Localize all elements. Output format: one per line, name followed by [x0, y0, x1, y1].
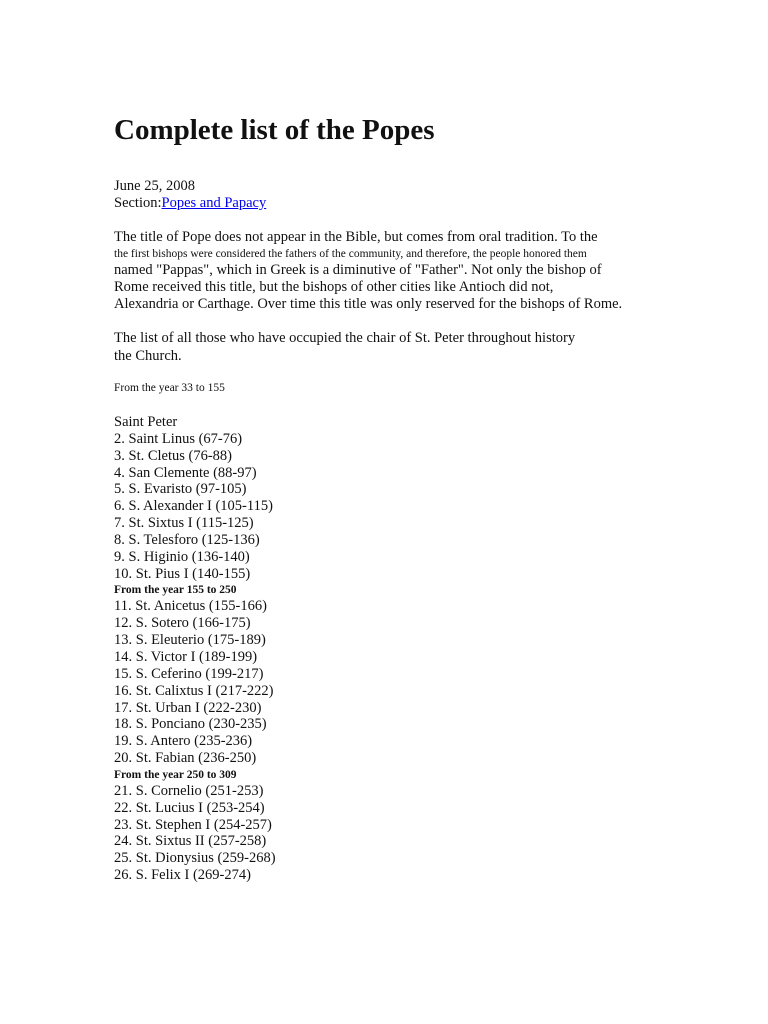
pope-list-item: 10. St. Pius I (140-155) — [114, 565, 251, 582]
list-intro-line: The list of all those who have occupied the chair of St. Peter throughout history — [114, 330, 576, 346]
pope-list-item: 26. S. Felix I (269-274) — [114, 867, 251, 884]
pope-list-item: 13. S. Eleuterio (175-189) — [114, 632, 266, 649]
page-title: Complete list of the Popes — [114, 114, 435, 146]
section-line — [114, 195, 266, 212]
list-intro-paragraph — [114, 330, 575, 365]
list-intro-line: the Church. — [114, 347, 182, 364]
intro-paragraph — [114, 229, 674, 313]
pope-list-item: 16. St. Calixtus I (217-222) — [114, 682, 274, 699]
pope-list-item: 25. St. Dionysius (259-268) — [114, 850, 276, 867]
intro-line: Rome received this title, but the bishops of other cities like Antioch did not, — [114, 279, 554, 295]
range-heading: From the year 155 to 250 — [114, 584, 237, 597]
pope-list-item: 21. S. Cornelio (251-253) — [114, 782, 264, 799]
intro-line: The title of Pope does not appear in the Bible, but comes from oral tradition. To the — [114, 229, 598, 245]
range-heading: From the year 250 to 309 — [114, 768, 237, 781]
pope-list-item: 2. Saint Linus (67-76) — [114, 430, 243, 447]
intro-line: named "Pappas", which in Greek is a diminutive of "Father". Not only the bishop of — [114, 262, 602, 278]
pope-list-item: 4. San Clemente (88-97) — [114, 464, 257, 481]
pope-list-item: 9. S. Higinio (136-140) — [114, 548, 250, 565]
pope-list-item: 22. St. Lucius I (253-254) — [114, 799, 265, 816]
pope-list-item: 3. St. Cletus (76-88) — [114, 447, 233, 464]
pope-list — [114, 414, 276, 884]
pope-list-item: 17. St. Urban I (222-230) — [114, 699, 262, 716]
publish-date: June 25, 2008 — [114, 178, 195, 194]
pope-list-item: 12. S. Sotero (166-175) — [114, 615, 251, 632]
pope-list-item: 15. S. Ceferino (199-217) — [114, 665, 264, 682]
pope-list-item: Saint Peter — [114, 414, 178, 430]
article-meta — [114, 178, 266, 212]
pope-list-item: 6. S. Alexander I (105-115) — [114, 498, 273, 515]
pope-list-item: 19. S. Antero (235-236) — [114, 733, 253, 750]
pope-list-item: 14. S. Victor I (189-199) — [114, 648, 258, 665]
section-label: Section: — [114, 195, 162, 211]
pope-list-item: 8. S. Telesforo (125-136) — [114, 531, 260, 548]
pope-list-item: 23. St. Stephen I (254-257) — [114, 816, 272, 833]
pope-list-item: 11. St. Anicetus (155-166) — [114, 598, 267, 615]
intro-line: Alexandria or Carthage. Over time this title was only reserved for the bishops of Rome. — [114, 296, 623, 312]
pope-list-item: 5. S. Evaristo (97-105) — [114, 481, 247, 498]
intro-line: the first bishops were considered the fathers of the community, and therefore, the people honored them — [114, 248, 587, 260]
pope-list-item: 18. S. Ponciano (230-235) — [114, 716, 267, 733]
pope-list-item: 24. St. Sixtus II (257-258) — [114, 833, 267, 850]
range-heading-first: From the year 33 to 155 — [114, 382, 225, 394]
pope-list-item: 20. St. Fabian (236-250) — [114, 750, 257, 767]
section-link[interactable]: Popes and Papacy — [161, 195, 267, 211]
pope-list-item: 7. St. Sixtus I (115-125) — [114, 515, 254, 532]
